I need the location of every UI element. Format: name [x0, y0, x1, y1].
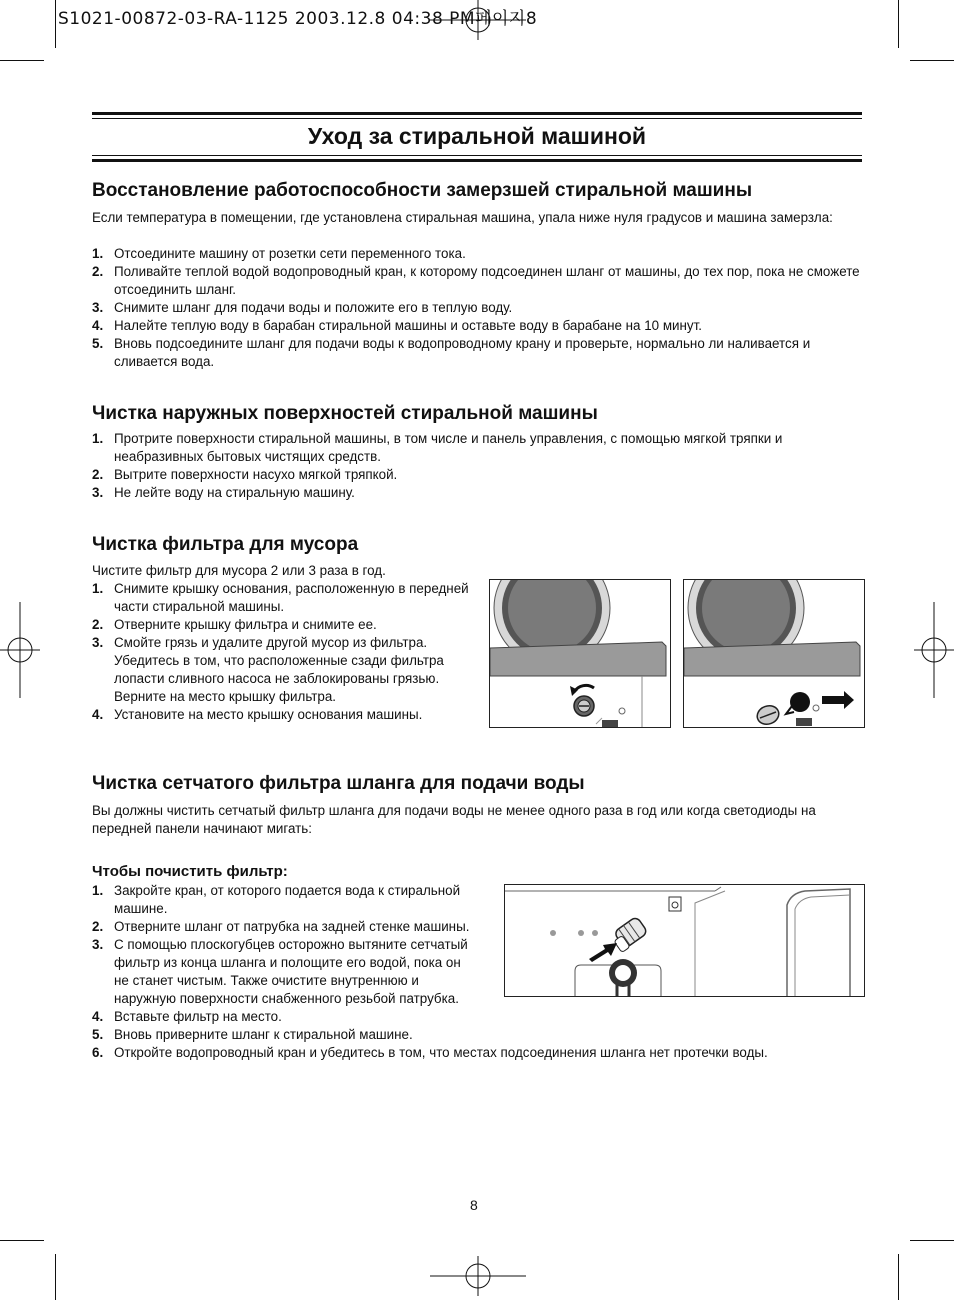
- section-debris-filter-intro: Чистите фильтр для мусора 2 или 3 раза в год.: [92, 563, 386, 578]
- list-item: 4. Налейте теплую воду в барабан стиральной машины и оставьте воду в барабане на 10 минут.: [92, 318, 702, 333]
- list-item: 2. Отверните шланг от патрубка на задней стенке машины.: [92, 919, 470, 934]
- figure-filter-cap-unscrew: [489, 579, 671, 728]
- list-item: 5. Вновь приверните шланг к стиральной машине.: [92, 1027, 413, 1042]
- section-debris-filter-list: [92, 580, 478, 724]
- list-item: 3. С помощью плоскогубцев осторожно вытяните сетчатый фильтр из конца шланга и полощите его водой, пока он не станет чистым. Также очистите внутреннюю и наружную поверхности снабженного резьбой патрубка.: [92, 937, 468, 1006]
- page-number: 8: [470, 1197, 478, 1213]
- registration-mark-right: [914, 602, 954, 698]
- list-item: 3. Смойте грязь и удалите другой мусор из фильтра. Убедитесь в том, что расположенные сзади фильтра лопасти сливного насоса не заблокированы грязью. Верните на место крышку фильтра.: [92, 635, 444, 704]
- list-item: 2. Поливайте теплой водой водопроводный кран, к которому подсоединен шланг от машины, до тех пор, пока не сможете отсоединить шланг.: [92, 264, 860, 297]
- section-hose-filter-intro: Вы должны чистить сетчатый фильтр шланга для подачи воды не менее одного раза в год или когда светодиоды на передней панели начинают мигать:: [92, 803, 816, 836]
- figure-filter-pull-out: [683, 579, 865, 728]
- crop-mark: [910, 60, 954, 61]
- list-item: 6. Откройте водопроводный кран и убедитесь в том, что местах подсоединения шланга нет протечки воды.: [92, 1045, 768, 1060]
- section-exterior-list: [92, 430, 867, 502]
- list-item: 5. Вновь подсоедините шланг для подачи воды к водопроводному крану и проверьте, нормально ли наливается и сливается вода.: [92, 336, 811, 369]
- list-item: 2. Вытрите поверхности насухо мягкой тряпкой.: [92, 467, 398, 482]
- crop-mark: [898, 0, 899, 48]
- list-item: 4. Установите на место крышку основания машины.: [92, 707, 423, 722]
- section-frozen-intro: Если температура в помещении, где установлена стиральная машина, упала ниже нуля градусов и машина замерзла:: [92, 210, 833, 225]
- crop-mark: [55, 0, 56, 48]
- crop-mark: [910, 1240, 954, 1241]
- figure-inlet-hose-filter: [504, 884, 865, 997]
- section-hose-filter-heading: Чистка сетчатого фильтра шланга для подачи воды: [92, 773, 585, 794]
- crop-mark: [55, 1254, 56, 1300]
- list-item: 3. Снимите шланг для подачи воды и положите его в теплую воду.: [92, 300, 513, 315]
- registration-mark-left: [0, 602, 40, 698]
- page-title: Уход за стиральной машиной: [307, 123, 647, 149]
- section-hose-filter-subheading: Чтобы почистить фильтр:: [92, 863, 288, 880]
- list-item: 3. Не лейте воду на стиральную машину.: [92, 485, 355, 500]
- section-debris-filter-heading: Чистка фильтра для мусора: [92, 534, 359, 555]
- crop-mark: [898, 1254, 899, 1300]
- registration-mark-bottom: [430, 1256, 526, 1296]
- list-item: 1. Протрите поверхности стиральной машины, в том числе и панель управления, с помощью мягкой тряпки и неабразивных бытовых чистящих средств.: [92, 431, 783, 464]
- registration-mark-top: [430, 0, 526, 40]
- list-item: 2. Отверните крышку фильтра и снимите ее.: [92, 617, 377, 632]
- title-bar: [92, 112, 862, 162]
- section-exterior-heading: Чистка наружных поверхностей стиральной машины: [92, 403, 598, 424]
- section-frozen-heading: Восстановление работоспособности замерзшей стиральной машины: [92, 180, 753, 201]
- crop-mark: [0, 1240, 44, 1241]
- crop-mark: [0, 60, 44, 61]
- list-item: 1. Снимите крышку основания, расположенную в передней части стиральной машины.: [92, 581, 469, 614]
- list-item: 1. Закройте кран, от которого подается вода к стиральной машине.: [92, 883, 461, 916]
- print-header-code: S1021-00872-03-RA-1125 2003.12.8 04:38 PM페이지8: [58, 9, 538, 29]
- list-item: 4. Вставьте фильтр на место.: [92, 1009, 282, 1024]
- list-item: 1. Отсоедините машину от розетки сети переменного тока.: [92, 246, 466, 261]
- section-frozen-list: [92, 245, 867, 371]
